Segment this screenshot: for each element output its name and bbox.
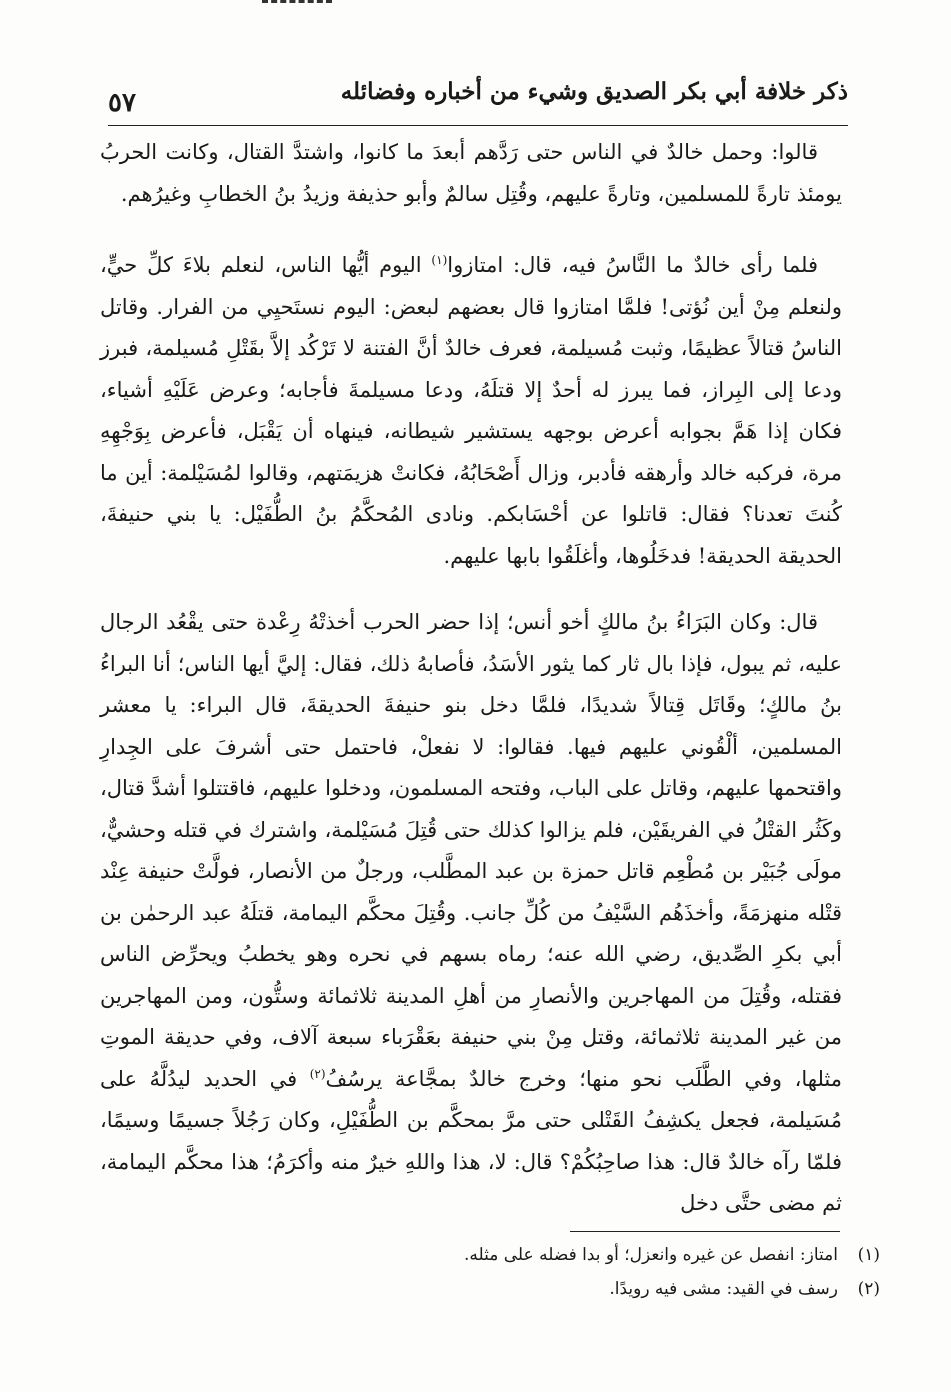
footnote-marker: (١) bbox=[431, 253, 448, 267]
paragraph-text: قال: وكان البَرَاءُ بنُ مالكٍ أخو أنس؛ إذا حضر الحرب أخذتْهُ رِعْدة حتى يقْعُد الرجال عليه، ثم يبول، فإذا بال ثار كما يثور الأسَدُ، فأصابهُ ذلك، فقال: إليَّ أيها الناس؛ أنا البراءُ بنُ مالكٍ؛ وقَاتَل قِتالاً شديدًا، فلمَّا دخل بنو حنيفةَ الحديقةَ، قال البراء: يا معشر المسلمين، ألْقُوني عليهم فيها. فقالوا: لا نفعلْ، فاحتمل حتى أشرفَ على الجِدارِ واقتحمها عليهم، وقاتل على الباب، وفتحه المسلمون، ودخلوا عليهم، فاقتتلوا أشدَّ قتال، وكَثُر القتْلُ في الفريقَيْن، فلم يزالوا كذلك حتى قُتِلَ مُسَيْلمة، واشترك في قتله وحشيٌّ، مولَى جُبَيْر بن مُطْعِم قاتل حمزة بن عبد المطَّلب، ورجلٌ من الأنصار، فولَّتْ حنيفة عِنْد قتْله منهزمَةً، وأخذَهُم السَّيْفُ من كُلِّ جانب. وقُتِلَ محكَّم اليمامة، قتلَهُ عبد الرحمٰن بن أبي بكرِ الصِّديق، رضي الله عنه؛ رماه بسهم في نحره وهو يخطبُ ويحرِّض الناس فقتله، وقُتِلَ من المهاجرين والأنصارِ من أهلِ المدينة ثلاثمائة وستُّون، ومن المهاجرين من غير المدينة ثلاثمائة، وقتل مِنْ بني حنيفة بعَقْرَباء سبعة آلاف، وفي حديقة الموتِ مثلها، وفي الطَّلَب نحو منها؛ وخرج خالدٌ بمجَّاعة يرسُفُ bbox=[100, 610, 842, 1091]
page-number: ٥٧ bbox=[108, 88, 136, 118]
footnote-number: (١) bbox=[857, 1245, 880, 1265]
header-rule bbox=[108, 125, 848, 126]
footnote-item bbox=[320, 1238, 880, 1272]
paragraph-text: قالوا: وحمل خالدٌ في الناس حتى رَدَّهم أبعدَ ما كانوا، واشتدَّ القتال، وكانت الحربُ يومئذ تارةً للمسلمين، وتارةً عليهم، وقُتِل سالمٌ وأبو حذيفة وزيدُ بنُ الخطابِ وغيرُهم. bbox=[100, 140, 842, 206]
paragraph-text: فلما رأى خالدٌ ما النَّاسُ فيه، قال: امتازوا bbox=[447, 253, 819, 277]
footnote-text: امتاز: انفصل عن غيره وانعزل؛ أو بدا فضله على مثله. bbox=[463, 1245, 838, 1265]
footnote-text: رسف في القيد: مشى فيه رويدًا. bbox=[609, 1279, 838, 1299]
paragraph-text: اليوم أيُّها الناس، لنعلم بلاءَ كلِّ حيٍّ، ولنعلم مِنْ أين نُؤتى! فلمَّا امتازوا قال بعضهم لبعض: اليوم نستَحيِي من الفرار. وقاتل الناسُ قتالاً عظيمًا، وثبت مُسيلمة، فعرف خالدٌ أنَّ الفتنة لا تَرْكُد إلاَّ بقَتْلِ مُسيلمة، فبرز ودعا إلى البِراز، فما يبرز له أحدٌ إلا قتلَهُ، ودعا مسيلمةَ فأجابه؛ وعرض عَلَيْهِ أشياء، فكان إذا هَمَّ بجوابه أعرض بوجهه يستشير شيطانه، فينهاه أن يَقْبَل، فأعرض بِوَجْهِهِ مرة، فركبه خالد وأرهقه فأدبر، وزال أَصْحَابُهُ، فكانتْ هزيمَتهم، وقالوا لمُسَيْلمة: أين ما كُنتَ تعدنا؟ فقال: قاتلوا عن أحْسَابكم. ونادى المُحكَّمُ بنُ الطُّفَيْل: يا بني حنيفةَ، الحديقة الحديقة! فدخَلُوها، وأغلَقُوا بابها عليهم. bbox=[100, 253, 842, 568]
footnote-marker: (٢) bbox=[309, 1066, 326, 1081]
top-edge-marks bbox=[262, 0, 332, 11]
footnote-item bbox=[320, 1272, 880, 1306]
running-header bbox=[108, 78, 848, 128]
paragraph-1 bbox=[100, 132, 842, 215]
paragraph-2 bbox=[100, 245, 842, 577]
main-text bbox=[100, 132, 842, 1255]
chapter-title: ذكر خلافة أبي بكر الصديق وشيء من أخباره وفضائله bbox=[340, 78, 848, 105]
paragraph-3 bbox=[100, 602, 842, 1225]
footnotes bbox=[320, 1238, 880, 1306]
footnote-divider bbox=[570, 1231, 840, 1232]
paragraph-text: في الحديد ليدُلَّهُ على مُسَيلمة، فجعل يكشِفُ القَتْلى حتى مرَّ بمحكَّم بن الطُّفَيْلِ، وكان رَجُلاً جسيمًا وسيمًا، فلمّا رآه خالدٌ قال: هذا صاحِبُكُمْ؟ قال: لا، هذا واللهِ خيرٌ منه وأكرَمُ؛ هذا محكَّم اليمامة، ثم مضى حتَّى دخل bbox=[100, 1066, 842, 1215]
footnote-number: (٢) bbox=[857, 1279, 880, 1299]
